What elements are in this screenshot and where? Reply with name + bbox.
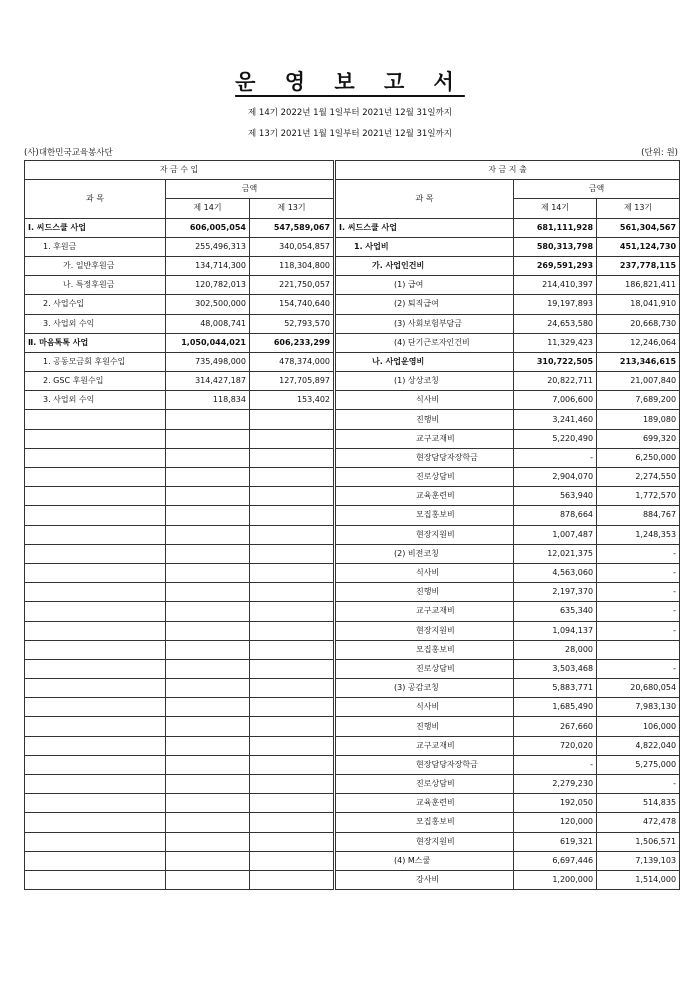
expense-value-13: 1,248,353 bbox=[597, 525, 680, 544]
expense-item-label: 현장담당자장학금 bbox=[336, 448, 514, 467]
expense-value-13: - bbox=[597, 621, 680, 640]
income-empty-cell bbox=[166, 640, 250, 659]
expense-item-label: 교구교재비 bbox=[336, 602, 514, 621]
expense-item-label: 1. 사업비 bbox=[336, 237, 514, 256]
expense-item-label: 나. 사업운영비 bbox=[336, 352, 514, 371]
income-empty-cell bbox=[25, 621, 166, 640]
expense-item-label: (3) 공감코칭 bbox=[336, 679, 514, 698]
table-row bbox=[25, 698, 680, 717]
income-empty-cell bbox=[250, 775, 334, 794]
expense-item-label: 식사비 bbox=[336, 698, 514, 717]
expense-value-14: 1,007,487 bbox=[514, 525, 597, 544]
expense-value-14: - bbox=[514, 448, 597, 467]
expense-value-14: 1,200,000 bbox=[514, 870, 597, 889]
income-empty-cell bbox=[250, 429, 334, 448]
expense-value-13: 472,478 bbox=[597, 813, 680, 832]
income-empty-cell bbox=[25, 468, 166, 487]
table-row bbox=[25, 755, 680, 774]
table-row bbox=[25, 583, 680, 602]
expense-value-14: 310,722,505 bbox=[514, 352, 597, 371]
expense-value-14: 720,020 bbox=[514, 736, 597, 755]
income-empty-cell bbox=[166, 544, 250, 563]
table-row bbox=[25, 659, 680, 678]
income-value-13: 547,589,067 bbox=[250, 218, 334, 237]
table-row bbox=[25, 448, 680, 467]
expense-value-14: 6,697,446 bbox=[514, 851, 597, 870]
expense-item-label: 식사비 bbox=[336, 391, 514, 410]
expense-item-label: (2) 퇴직급여 bbox=[336, 295, 514, 314]
income-empty-cell bbox=[250, 448, 334, 467]
income-empty-cell bbox=[25, 870, 166, 889]
table-row bbox=[25, 506, 680, 525]
expense-col-13: 제 13기 bbox=[597, 199, 680, 218]
income-empty-cell bbox=[250, 813, 334, 832]
income-empty-cell bbox=[166, 870, 250, 889]
income-empty-cell bbox=[25, 640, 166, 659]
expense-item-label: 모집홍보비 bbox=[336, 506, 514, 525]
income-empty-cell bbox=[25, 698, 166, 717]
expense-value-13: - bbox=[597, 563, 680, 582]
period-previous: 제 13기 2021년 1월 1일부터 2021년 12월 31일까지 bbox=[248, 129, 452, 139]
table-row bbox=[25, 391, 680, 410]
income-empty-cell bbox=[250, 794, 334, 813]
income-empty-cell bbox=[250, 755, 334, 774]
income-empty-cell bbox=[25, 410, 166, 429]
expense-value-13: 21,007,840 bbox=[597, 372, 680, 391]
income-col-14: 제 14기 bbox=[166, 199, 250, 218]
income-value-14: 302,500,000 bbox=[166, 295, 250, 314]
income-item-label: 3. 사업외 수익 bbox=[25, 391, 166, 410]
expense-value-13: 1,514,000 bbox=[597, 870, 680, 889]
income-empty-cell bbox=[250, 736, 334, 755]
table-row bbox=[25, 218, 680, 237]
income-empty-cell bbox=[25, 563, 166, 582]
expense-value-13: 20,680,054 bbox=[597, 679, 680, 698]
income-empty-cell bbox=[25, 755, 166, 774]
table-row bbox=[25, 679, 680, 698]
income-item-label: 나. 특정후원금 bbox=[25, 276, 166, 295]
expense-value-13: 699,320 bbox=[597, 429, 680, 448]
expense-value-13: 7,689,200 bbox=[597, 391, 680, 410]
expense-value-13: 5,275,000 bbox=[597, 755, 680, 774]
income-empty-cell bbox=[250, 544, 334, 563]
expense-value-13 bbox=[597, 640, 680, 659]
income-value-14: 48,008,741 bbox=[166, 314, 250, 333]
income-empty-cell bbox=[250, 506, 334, 525]
income-empty-cell bbox=[166, 506, 250, 525]
expense-value-13: 884,767 bbox=[597, 506, 680, 525]
income-empty-cell bbox=[166, 832, 250, 851]
expense-value-14: 2,904,070 bbox=[514, 468, 597, 487]
income-empty-cell bbox=[166, 717, 250, 736]
income-value-13: 52,793,570 bbox=[250, 314, 334, 333]
expense-value-13: 7,139,103 bbox=[597, 851, 680, 870]
expense-value-14: 7,006,600 bbox=[514, 391, 597, 410]
expense-value-13: 189,080 bbox=[597, 410, 680, 429]
income-empty-cell bbox=[25, 659, 166, 678]
income-empty-cell bbox=[250, 717, 334, 736]
income-empty-cell bbox=[250, 640, 334, 659]
income-empty-cell bbox=[250, 468, 334, 487]
expense-item-label: 진행비 bbox=[336, 583, 514, 602]
income-empty-cell bbox=[25, 506, 166, 525]
income-empty-cell bbox=[166, 563, 250, 582]
income-empty-cell bbox=[166, 755, 250, 774]
expense-value-14: 681,111,928 bbox=[514, 218, 597, 237]
income-empty-cell bbox=[25, 717, 166, 736]
expense-item-label: 진로상담비 bbox=[336, 468, 514, 487]
table-row bbox=[25, 525, 680, 544]
expense-item-label: (3) 사회보험부담금 bbox=[336, 314, 514, 333]
organization-name: (사)대한민국교육봉사단 bbox=[24, 148, 113, 158]
expense-value-14: 878,664 bbox=[514, 506, 597, 525]
income-empty-cell bbox=[250, 583, 334, 602]
income-item-label: 3. 사업외 수익 bbox=[25, 314, 166, 333]
income-item-label: 2. GSC 후원수입 bbox=[25, 372, 166, 391]
income-empty-cell bbox=[25, 583, 166, 602]
expense-value-13: 6,250,000 bbox=[597, 448, 680, 467]
income-value-13: 127,705,897 bbox=[250, 372, 334, 391]
income-value-14: 606,005,054 bbox=[166, 218, 250, 237]
expense-value-13: 20,668,730 bbox=[597, 314, 680, 333]
income-empty-cell bbox=[250, 851, 334, 870]
expense-value-13: - bbox=[597, 602, 680, 621]
income-empty-cell bbox=[166, 602, 250, 621]
income-empty-cell bbox=[250, 832, 334, 851]
report-title-text: 운 영 보 고 서 bbox=[235, 70, 465, 94]
income-empty-cell bbox=[25, 679, 166, 698]
income-value-14: 120,782,013 bbox=[166, 276, 250, 295]
income-empty-cell bbox=[25, 448, 166, 467]
income-empty-cell bbox=[166, 621, 250, 640]
income-value-14: 255,496,313 bbox=[166, 237, 250, 256]
expense-value-14: 619,321 bbox=[514, 832, 597, 851]
expense-value-13: 451,124,730 bbox=[597, 237, 680, 256]
expense-value-14: 5,220,490 bbox=[514, 429, 597, 448]
income-item-label: 1. 후원금 bbox=[25, 237, 166, 256]
income-value-13: 478,374,000 bbox=[250, 352, 334, 371]
income-account-header: 과 목 bbox=[25, 180, 166, 218]
income-empty-cell bbox=[166, 487, 250, 506]
expense-value-13: 106,000 bbox=[597, 717, 680, 736]
table-row bbox=[25, 237, 680, 256]
income-empty-cell bbox=[25, 525, 166, 544]
table-row bbox=[25, 544, 680, 563]
expense-value-14: 563,940 bbox=[514, 487, 597, 506]
table-row bbox=[25, 372, 680, 391]
table-row bbox=[25, 640, 680, 659]
income-empty-cell bbox=[166, 698, 250, 717]
expense-value-14: 1,685,490 bbox=[514, 698, 597, 717]
income-empty-cell bbox=[166, 583, 250, 602]
expense-item-label: 진로상담비 bbox=[336, 775, 514, 794]
expense-item-label: 진로상담비 bbox=[336, 659, 514, 678]
income-empty-cell bbox=[166, 448, 250, 467]
expense-value-14: 214,410,397 bbox=[514, 276, 597, 295]
income-empty-cell bbox=[166, 410, 250, 429]
table-row bbox=[25, 813, 680, 832]
expense-amount-header: 금액 bbox=[514, 180, 680, 199]
income-value-14: 314,427,187 bbox=[166, 372, 250, 391]
expense-item-label: 식사비 bbox=[336, 563, 514, 582]
income-empty-cell bbox=[25, 775, 166, 794]
income-empty-cell bbox=[25, 544, 166, 563]
expense-value-13: 237,778,115 bbox=[597, 256, 680, 275]
table-row bbox=[25, 295, 680, 314]
table-row bbox=[25, 256, 680, 275]
expense-item-label: 교구교재비 bbox=[336, 736, 514, 755]
table-row bbox=[25, 851, 680, 870]
income-empty-cell bbox=[25, 602, 166, 621]
table-row bbox=[25, 602, 680, 621]
table-row bbox=[25, 794, 680, 813]
income-col-13: 제 13기 bbox=[250, 199, 334, 218]
expense-item-label: (4) 단기근로자인건비 bbox=[336, 333, 514, 352]
income-empty-cell bbox=[250, 410, 334, 429]
income-empty-cell bbox=[250, 698, 334, 717]
table-row bbox=[25, 487, 680, 506]
income-item-label: Ⅰ. 씨드스쿨 사업 bbox=[25, 218, 166, 237]
expense-item-label: 진행비 bbox=[336, 410, 514, 429]
expense-value-14: 120,000 bbox=[514, 813, 597, 832]
table-row bbox=[25, 410, 680, 429]
income-empty-cell bbox=[25, 736, 166, 755]
expense-item-label: (2) 비전코칭 bbox=[336, 544, 514, 563]
expense-value-13: 12,246,064 bbox=[597, 333, 680, 352]
expense-value-14: 2,197,370 bbox=[514, 583, 597, 602]
income-item-label: 가. 일반후원금 bbox=[25, 256, 166, 275]
income-section-header: 자 금 수 입 bbox=[25, 161, 334, 180]
expense-value-14: - bbox=[514, 755, 597, 774]
expense-item-label: (1) 상상코칭 bbox=[336, 372, 514, 391]
income-empty-cell bbox=[166, 736, 250, 755]
expense-value-13: 18,041,910 bbox=[597, 295, 680, 314]
income-empty-cell bbox=[25, 429, 166, 448]
expense-item-label: 현장지원비 bbox=[336, 525, 514, 544]
expense-value-13: - bbox=[597, 583, 680, 602]
table-row bbox=[25, 621, 680, 640]
expense-item-label: 현장담당자장학금 bbox=[336, 755, 514, 774]
income-item-label: 1. 공동모금회 후원수입 bbox=[25, 352, 166, 371]
expense-value-13: 213,346,615 bbox=[597, 352, 680, 371]
expense-value-14: 269,591,293 bbox=[514, 256, 597, 275]
expense-value-14: 3,241,460 bbox=[514, 410, 597, 429]
expense-value-14: 12,021,375 bbox=[514, 544, 597, 563]
expense-value-14: 3,503,468 bbox=[514, 659, 597, 678]
income-item-label: Ⅱ. 마음톡톡 사업 bbox=[25, 333, 166, 352]
income-empty-cell bbox=[166, 794, 250, 813]
period-current: 제 14기 2022년 1월 1일부터 2021년 12월 31일까지 bbox=[248, 108, 452, 118]
report-title bbox=[0, 66, 700, 96]
report-table bbox=[24, 160, 680, 890]
expense-item-label: (4) M스쿨 bbox=[336, 851, 514, 870]
income-value-13: 340,054,857 bbox=[250, 237, 334, 256]
income-value-14: 118,834 bbox=[166, 391, 250, 410]
expense-item-label: 현장지원비 bbox=[336, 832, 514, 851]
expense-item-label: 모집홍보비 bbox=[336, 640, 514, 659]
expense-item-label: 강사비 bbox=[336, 870, 514, 889]
income-empty-cell bbox=[250, 525, 334, 544]
income-empty-cell bbox=[250, 659, 334, 678]
table-row bbox=[25, 429, 680, 448]
table-row bbox=[25, 832, 680, 851]
table-row bbox=[25, 352, 680, 371]
expense-value-13: - bbox=[597, 659, 680, 678]
expense-value-14: 11,329,423 bbox=[514, 333, 597, 352]
expense-item-label: 가. 사업인건비 bbox=[336, 256, 514, 275]
income-value-14: 1,050,044,021 bbox=[166, 333, 250, 352]
expense-value-14: 24,653,580 bbox=[514, 314, 597, 333]
expense-value-13: 1,772,570 bbox=[597, 487, 680, 506]
income-empty-cell bbox=[166, 659, 250, 678]
table-row bbox=[25, 314, 680, 333]
income-empty-cell bbox=[250, 679, 334, 698]
table-row bbox=[25, 775, 680, 794]
income-empty-cell bbox=[250, 563, 334, 582]
expense-item-label: Ⅰ. 씨드스쿨 사업 bbox=[336, 218, 514, 237]
expense-value-13: 186,821,411 bbox=[597, 276, 680, 295]
expense-value-14: 580,313,798 bbox=[514, 237, 597, 256]
income-empty-cell bbox=[25, 832, 166, 851]
expense-item-label: 교육훈련비 bbox=[336, 487, 514, 506]
income-amount-header: 금액 bbox=[166, 180, 334, 199]
expense-value-14: 19,197,893 bbox=[514, 295, 597, 314]
expense-value-13: - bbox=[597, 775, 680, 794]
expense-value-14: 267,660 bbox=[514, 717, 597, 736]
income-empty-cell bbox=[25, 794, 166, 813]
income-empty-cell bbox=[166, 679, 250, 698]
income-empty-cell bbox=[25, 487, 166, 506]
expense-value-14: 28,000 bbox=[514, 640, 597, 659]
expense-value-14: 635,340 bbox=[514, 602, 597, 621]
expense-section-header: 자 금 지 출 bbox=[336, 161, 680, 180]
expense-value-13: - bbox=[597, 544, 680, 563]
expense-item-label: 진행비 bbox=[336, 717, 514, 736]
income-value-13: 118,304,800 bbox=[250, 256, 334, 275]
income-value-13: 154,740,640 bbox=[250, 295, 334, 314]
table-row bbox=[25, 717, 680, 736]
expense-item-label: 모집홍보비 bbox=[336, 813, 514, 832]
income-empty-cell bbox=[250, 870, 334, 889]
income-value-14: 735,498,000 bbox=[166, 352, 250, 371]
income-empty-cell bbox=[25, 851, 166, 870]
income-empty-cell bbox=[166, 525, 250, 544]
unit-label: (단위: 원) bbox=[641, 148, 678, 158]
income-empty-cell bbox=[25, 813, 166, 832]
expense-value-14: 5,883,771 bbox=[514, 679, 597, 698]
income-empty-cell bbox=[166, 468, 250, 487]
expense-item-label: 현장지원비 bbox=[336, 621, 514, 640]
table-row bbox=[25, 333, 680, 352]
table-row bbox=[25, 468, 680, 487]
income-empty-cell bbox=[250, 621, 334, 640]
income-empty-cell bbox=[166, 851, 250, 870]
expense-value-14: 20,822,711 bbox=[514, 372, 597, 391]
expense-col-14: 제 14기 bbox=[514, 199, 597, 218]
expense-account-header: 과 목 bbox=[336, 180, 514, 218]
expense-item-label: 교육훈련비 bbox=[336, 794, 514, 813]
expense-value-13: 7,983,130 bbox=[597, 698, 680, 717]
income-item-label: 2. 사업수입 bbox=[25, 295, 166, 314]
expense-value-13: 4,822,040 bbox=[597, 736, 680, 755]
expense-value-14: 192,050 bbox=[514, 794, 597, 813]
expense-value-13: 2,274,550 bbox=[597, 468, 680, 487]
income-empty-cell bbox=[166, 813, 250, 832]
income-empty-cell bbox=[250, 487, 334, 506]
expense-item-label: (1) 급여 bbox=[336, 276, 514, 295]
expense-item-label: 교구교재비 bbox=[336, 429, 514, 448]
income-empty-cell bbox=[166, 429, 250, 448]
table-row bbox=[25, 276, 680, 295]
income-empty-cell bbox=[166, 775, 250, 794]
income-value-14: 134,714,300 bbox=[166, 256, 250, 275]
expense-value-14: 4,563,060 bbox=[514, 563, 597, 582]
income-empty-cell bbox=[250, 602, 334, 621]
expense-value-14: 2,279,230 bbox=[514, 775, 597, 794]
income-value-13: 606,233,299 bbox=[250, 333, 334, 352]
table-row bbox=[25, 563, 680, 582]
expense-value-13: 514,835 bbox=[597, 794, 680, 813]
table-row bbox=[25, 736, 680, 755]
income-value-13: 221,750,057 bbox=[250, 276, 334, 295]
expense-value-13: 561,304,567 bbox=[597, 218, 680, 237]
expense-value-13: 1,506,571 bbox=[597, 832, 680, 851]
income-value-13: 153,402 bbox=[250, 391, 334, 410]
expense-value-14: 1,094,137 bbox=[514, 621, 597, 640]
table-row bbox=[25, 870, 680, 889]
